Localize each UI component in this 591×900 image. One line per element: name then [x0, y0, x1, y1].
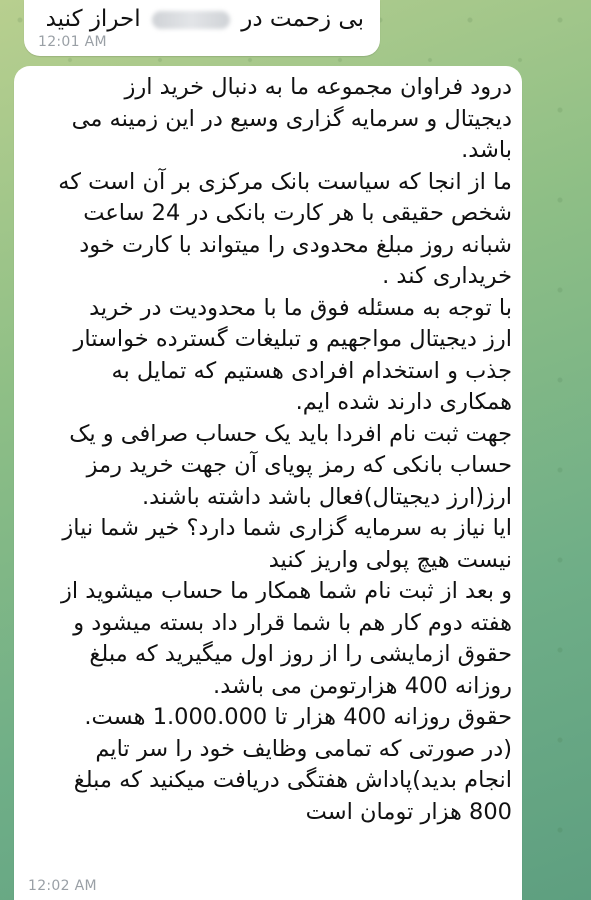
message-line: 800 هزار تومان است — [305, 798, 512, 825]
message-bubble-main[interactable] — [14, 66, 522, 900]
message-time: 12:02 AM — [28, 878, 97, 894]
message-line: ارز(ارز دیجیتال)فعال باشد داشته باشند. — [141, 483, 512, 510]
message-line: حقوق روزانه 400 هزار تا 1.000.000 هست. — [84, 704, 512, 730]
message-line: ارز دیجیتال مواجهیم و تبلیغات گسترده خواستار — [73, 326, 512, 352]
message-line: (در صورتی که تمامی وظایف خود را سر تایم — [95, 735, 512, 762]
message-line: و بعد از ثبت نام شما همکار ما حساب میشوید از — [60, 578, 512, 604]
message-line: خریداری کند . — [382, 263, 512, 289]
message-line: حساب بانکی که رمز پویای آن جهت خرید رمز — [86, 452, 512, 478]
message-line: باشد. — [461, 137, 512, 163]
message-text-main — [22, 72, 512, 828]
message-text-top — [46, 4, 364, 34]
message-line: جذب و استخدام افرادی هستیم که تمایل به — [111, 357, 512, 384]
message-line: درود فراوان مجموعه ما به دنبال خرید ارز — [124, 74, 512, 100]
message-line: جهت ثبت نام افردا باید یک حساب صرافی و یک — [69, 420, 512, 447]
message-line: روزانه 400 هزارتومن می باشد. — [213, 672, 512, 699]
message-bubble-top[interactable] — [24, 0, 380, 56]
message-line: انجام بدید)پاداش هفتگی دریافت میکنید که مبلغ — [73, 767, 512, 793]
message-line: نیست هیچ پولی واریز کنید — [268, 546, 512, 573]
message-line: شخص حقیقی با هر کارت بانکی در 24 ساعت — [83, 200, 512, 226]
message-line: هفته دوم کار هم با شما قرار داد بسته میشود و — [73, 609, 512, 636]
message-line: ایا نیاز به سرمایه گزاری شما دارد؟ خیر شما نیاز — [62, 515, 512, 541]
message-text-part-2: احراز کنید — [45, 6, 141, 32]
message-line: شبانه روز مبلغ محدودی را میتواند با کارت خود — [79, 231, 512, 258]
redacted-text — [152, 11, 230, 29]
message-time: 12:01 AM — [38, 34, 107, 50]
message-line: دیجیتال و سرمایه گزاری وسیع در این زمینه می — [71, 105, 512, 132]
message-line: ما از انجا که سیاست بانک مرکزی بر آن است که — [58, 168, 512, 195]
message-line: با توجه به مسئله فوق ما با محدودیت در خرید — [89, 294, 512, 321]
message-line: همکاری دارند شده ایم. — [295, 389, 512, 415]
message-line: حقوق ازمایشی را از روز اول میگیرید که مبلغ — [89, 641, 512, 667]
message-text-part-1: بی زحمت در — [241, 6, 364, 32]
